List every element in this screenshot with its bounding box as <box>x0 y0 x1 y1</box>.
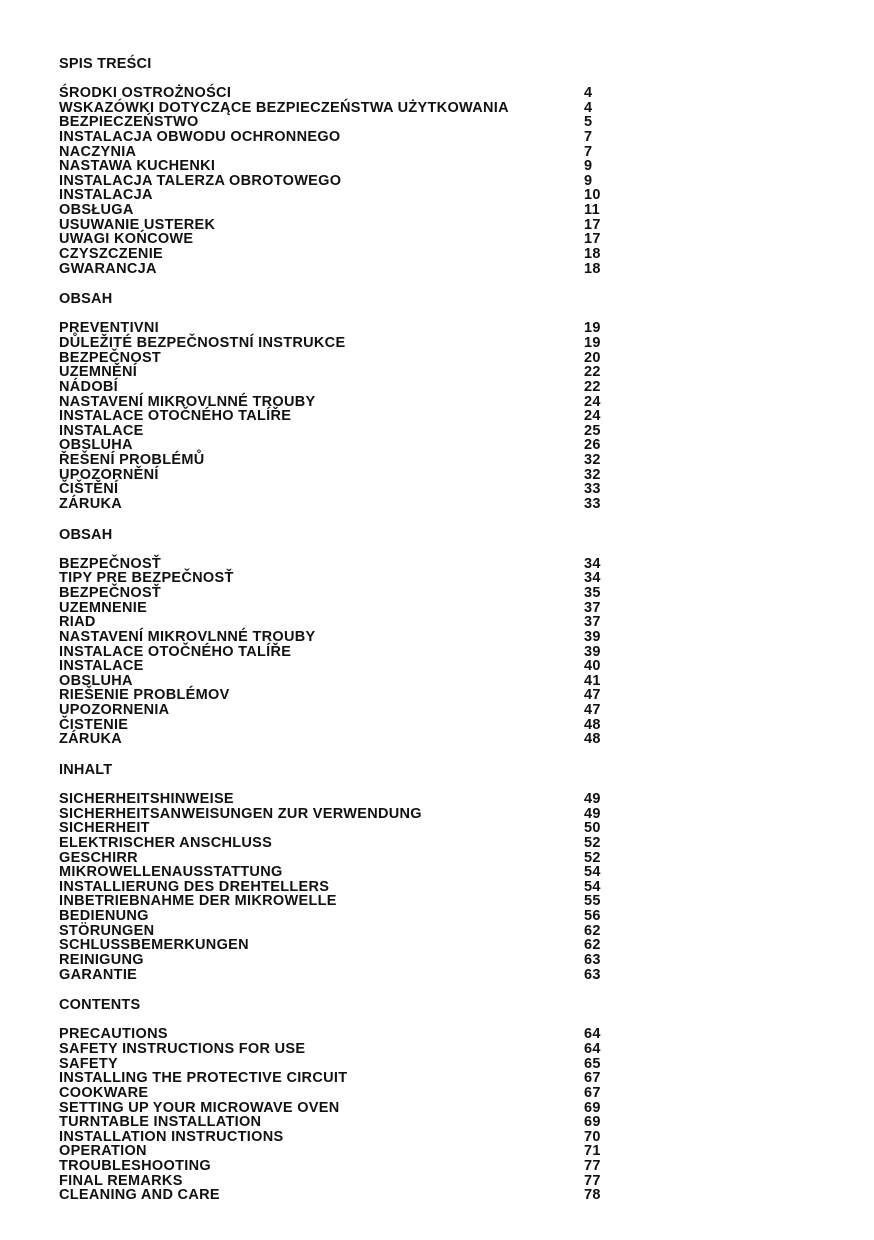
toc-entry-title: MIKROWELLENAUSSTATTUNG <box>59 864 283 881</box>
toc-entry-list <box>59 321 619 511</box>
toc-entry-page-number: 41 <box>584 672 601 689</box>
toc-entry-page-number: 48 <box>584 731 601 748</box>
toc-entry <box>59 232 619 247</box>
toc-entry <box>59 380 619 395</box>
toc-entry <box>59 909 619 924</box>
toc-entry-title: NASTAWA KUCHENKI <box>59 158 216 175</box>
toc-entry <box>59 571 619 586</box>
toc-entry <box>59 203 619 218</box>
toc-entry-page-number: 63 <box>584 952 601 969</box>
toc-entry-title: SETTING UP YOUR MICROWAVE OVEN <box>59 1099 340 1116</box>
toc-entry-page-number: 37 <box>584 614 601 631</box>
toc-entry-page-number: 19 <box>584 334 601 351</box>
section-heading: SPIS TREŚCI <box>59 56 152 72</box>
toc-entry <box>59 924 619 939</box>
toc-entry-title: CZYSZCZENIE <box>59 246 163 263</box>
toc-entry-title: BEZPEČNOSŤ <box>59 555 162 572</box>
toc-entry-title: PRECAUTIONS <box>59 1026 168 1043</box>
toc-entry-page-number: 78 <box>584 1187 601 1204</box>
toc-entry <box>59 718 619 733</box>
section-heading: INHALT <box>59 761 113 778</box>
toc-entry-title: ČIŠTĚNÍ <box>59 481 119 498</box>
toc-entry-page-number: 77 <box>584 1172 601 1189</box>
toc-entry-title: INSTALACJA <box>59 187 153 204</box>
toc-section <box>59 997 619 1203</box>
toc-entry <box>59 836 619 851</box>
toc-entry-page-number: 18 <box>584 246 601 263</box>
toc-entry-page-number: 35 <box>584 584 601 601</box>
toc-entry <box>59 938 619 953</box>
toc-entry-page-number: 67 <box>584 1084 601 1101</box>
toc-entry <box>59 395 619 410</box>
toc-entry-title: RIAD <box>59 614 96 631</box>
toc-entry-title: RIEŠENIE PROBLÉMOV <box>59 687 230 704</box>
toc-entry-title: NASTAVENÍ MIKROVLNNÉ TROUBY <box>59 628 316 645</box>
toc-entry-page-number: 33 <box>584 481 601 498</box>
section-heading: OBSAH <box>59 526 113 543</box>
toc-entry-page-number: 33 <box>584 496 601 513</box>
toc-entry <box>59 880 619 895</box>
toc-entry <box>59 424 619 439</box>
toc-entry-page-number: 65 <box>584 1055 601 1072</box>
toc-entry-page-number: 49 <box>584 790 601 807</box>
toc-entry-title: SAFETY <box>59 1055 118 1072</box>
toc-entry-title: REINIGUNG <box>59 952 144 969</box>
toc-entry-page-number: 64 <box>584 1040 601 1057</box>
toc-entry <box>59 732 619 747</box>
toc-entry <box>59 262 619 277</box>
toc-entry-page-number: 4 <box>584 85 593 101</box>
toc-entry <box>59 865 619 880</box>
toc-entry-page-number: 22 <box>584 364 601 381</box>
toc-entry-title: CLEANING AND CARE <box>59 1187 220 1204</box>
toc-entry <box>59 1057 619 1072</box>
toc-section <box>59 56 619 276</box>
toc-entry-page-number: 39 <box>584 628 601 645</box>
toc-entry <box>59 247 619 262</box>
toc-entry-page-number: 55 <box>584 893 601 910</box>
toc-entry-list <box>59 1027 619 1203</box>
toc-entry-page-number: 7 <box>584 128 593 145</box>
toc-entry-page-number: 24 <box>584 393 601 410</box>
toc-entry-title: PREVENTIVNI <box>59 320 159 337</box>
toc-entry-page-number: 20 <box>584 349 601 366</box>
toc-entry <box>59 336 619 351</box>
toc-entry-page-number: 50 <box>584 820 601 837</box>
toc-entry-title: TROUBLESHOOTING <box>59 1158 211 1175</box>
toc-entry-page-number: 69 <box>584 1114 601 1131</box>
toc-entry <box>59 968 619 983</box>
toc-entry <box>59 586 619 601</box>
toc-entry-title: INSTALACE OTOČNÉHO TALÍŘE <box>59 408 292 425</box>
toc-entry-page-number: 54 <box>584 864 601 881</box>
toc-entry-title: OBSLUHA <box>59 672 133 689</box>
toc-entry-page-number: 24 <box>584 408 601 425</box>
toc-entry-page-number: 22 <box>584 378 601 395</box>
toc-entry-title: BEZPEČNOST <box>59 349 162 366</box>
toc-entry-page-number: 56 <box>584 908 601 925</box>
section-spacer <box>59 512 619 527</box>
toc-entry-page-number: 47 <box>584 702 601 719</box>
toc-entry-page-number: 18 <box>584 260 601 277</box>
toc-entry-title: FINAL REMARKS <box>59 1172 183 1189</box>
toc-entry-page-number: 32 <box>584 466 601 483</box>
toc-entry-page-number: 19 <box>584 320 601 337</box>
toc-entry-page-number: 4 <box>584 99 593 116</box>
toc-entry <box>59 145 619 160</box>
toc-entry <box>59 497 619 512</box>
toc-entry <box>59 1027 619 1042</box>
toc-entry <box>59 894 619 909</box>
toc-entry <box>59 159 619 174</box>
toc-entry-title: ZÁRUKA <box>59 496 123 513</box>
toc-entry-page-number: 48 <box>584 716 601 733</box>
toc-entry-page-number: 77 <box>584 1158 601 1175</box>
toc-entry-list <box>59 792 619 982</box>
toc-entry <box>59 351 619 366</box>
toc-entry-title: ZÁRUKA <box>59 731 123 748</box>
toc-entry <box>59 659 619 674</box>
toc-entry-page-number: 49 <box>584 805 601 822</box>
toc-section <box>59 762 619 982</box>
toc-entry-title: UPOZORNENIA <box>59 702 170 719</box>
toc-entry-page-number: 11 <box>584 202 600 219</box>
toc-entry-title: USUWANIE USTEREK <box>59 216 216 233</box>
toc-entry-title: WSKAZÓWKI DOTYCZĄCE BEZPIECZEŃSTWA UŻYTKOWANIA <box>59 99 509 116</box>
toc-entry-title: TURNTABLE INSTALLATION <box>59 1114 262 1131</box>
toc-entry <box>59 792 619 807</box>
toc-entry-title: ŘEŠENÍ PROBLÉMŮ <box>59 452 205 469</box>
toc-entry <box>59 645 619 660</box>
toc-entry-title: NÁDOBÍ <box>59 378 118 395</box>
toc-entry-title: INBETRIEBNAHME DER MIKROWELLE <box>59 893 337 910</box>
toc-entry-page-number: 67 <box>584 1070 601 1087</box>
toc-entry-title: SCHLUSSBEMERKUNGEN <box>59 937 249 954</box>
toc-entry <box>59 1144 619 1159</box>
toc-entry <box>59 438 619 453</box>
toc-entry-page-number: 17 <box>584 231 601 248</box>
toc-entry <box>59 821 619 836</box>
toc-entry-title: SICHERHEITSHINWEISE <box>59 790 234 807</box>
toc-entry <box>59 601 619 616</box>
toc-entry-title: UWAGI KOŃCOWE <box>59 231 194 248</box>
toc-entry-page-number: 32 <box>584 452 601 469</box>
toc-entry <box>59 174 619 189</box>
toc-entry-title: OBSŁUGA <box>59 202 134 219</box>
toc-entry-title: TIPY PRE BEZPEČNOSŤ <box>59 570 234 587</box>
toc-entry <box>59 86 619 101</box>
toc-entry-title: BEZPEČNOSŤ <box>59 584 162 601</box>
toc-entry <box>59 321 619 336</box>
toc-entry-title: ŚRODKI OSTROŻNOŚCI <box>59 85 232 101</box>
toc-entry <box>59 1159 619 1174</box>
toc-section <box>59 291 619 511</box>
toc-entry-title: BEDIENUNG <box>59 908 149 925</box>
toc-section <box>59 527 619 747</box>
toc-entry <box>59 1188 619 1203</box>
toc-entry-title: NACZYNIA <box>59 143 137 160</box>
toc-entry-page-number: 9 <box>584 158 593 175</box>
toc-entry-page-number: 69 <box>584 1099 601 1116</box>
toc-entry-title: INSTALACE <box>59 422 144 439</box>
toc-entry <box>59 468 619 483</box>
toc-entry-page-number: 34 <box>584 555 601 572</box>
toc-entry-title: ČISTENIE <box>59 716 129 733</box>
toc-entry-title: UZEMNĚNÍ <box>59 364 138 381</box>
toc-entry-page-number: 40 <box>584 658 601 675</box>
toc-entry <box>59 1042 619 1057</box>
toc-entry-title: INSTALLATION INSTRUCTIONS <box>59 1128 284 1145</box>
toc-entry-page-number: 5 <box>584 114 593 131</box>
toc-entry <box>59 453 619 468</box>
toc-entry-title: INSTALACJA OBWODU OCHRONNEGO <box>59 128 341 145</box>
toc-entry-title: BEZPIECZEŃSTWO <box>59 114 199 131</box>
toc-entry-title: STÖRUNGEN <box>59 922 155 939</box>
toc-entry-page-number: 52 <box>584 834 601 851</box>
toc-entry <box>59 1086 619 1101</box>
toc-entry-page-number: 25 <box>584 422 601 439</box>
toc-entry-page-number: 64 <box>584 1026 601 1043</box>
toc-entry <box>59 851 619 866</box>
toc-entry-page-number: 10 <box>584 187 601 204</box>
toc-entry-title: UZEMNENIE <box>59 599 148 616</box>
toc-entry <box>59 1174 619 1189</box>
section-spacer <box>59 982 619 997</box>
toc-entry <box>59 188 619 203</box>
toc-entry-page-number: 9 <box>584 172 593 189</box>
section-spacer <box>59 276 619 291</box>
toc-entry <box>59 365 619 380</box>
toc-entry-title: NASTAVENÍ MIKROVLNNÉ TROUBY <box>59 393 316 410</box>
section-heading: OBSAH <box>59 291 113 308</box>
section-spacer <box>59 747 619 762</box>
toc-entry-title: GESCHIRR <box>59 849 138 866</box>
section-heading: CONTENTS <box>59 997 141 1014</box>
toc-entry-page-number: 7 <box>584 143 593 160</box>
toc-entry-title: INSTALLIERUNG DES DREHTELLERS <box>59 878 330 895</box>
toc-entry <box>59 630 619 645</box>
toc-entry-page-number: 62 <box>584 922 601 939</box>
table-of-contents <box>59 56 619 1203</box>
toc-entry-page-number: 26 <box>584 437 601 454</box>
toc-entry-page-number: 47 <box>584 687 601 704</box>
toc-entry <box>59 115 619 130</box>
toc-entry-title: INSTALLING THE PROTECTIVE CIRCUIT <box>59 1070 348 1087</box>
toc-entry-title: OPERATION <box>59 1143 147 1160</box>
toc-entry-page-number: 54 <box>584 878 601 895</box>
toc-entry <box>59 1071 619 1086</box>
toc-entry <box>59 1101 619 1116</box>
toc-entry-page-number: 39 <box>584 643 601 660</box>
toc-entry-title: DŮLEŽITÉ BEZPEČNOSTNÍ INSTRUKCE <box>59 334 346 351</box>
toc-entry-title: UPOZORNĚNÍ <box>59 466 159 483</box>
toc-entry-title: GWARANCJA <box>59 260 157 277</box>
toc-entry-page-number: 37 <box>584 599 601 616</box>
toc-entry <box>59 409 619 424</box>
toc-entry <box>59 1115 619 1130</box>
toc-entry-page-number: 52 <box>584 849 601 866</box>
toc-entry-page-number: 71 <box>584 1143 601 1160</box>
toc-entry-title: INSTALACJA TALERZA OBROTOWEGO <box>59 172 342 189</box>
toc-entry <box>59 807 619 822</box>
toc-entry-page-number: 70 <box>584 1128 601 1145</box>
toc-entry-title: SICHERHEITSANWEISUNGEN ZUR VERWENDUNG <box>59 805 422 822</box>
toc-entry <box>59 688 619 703</box>
toc-entry-title: INSTALACE OTOČNÉHO TALÍŘE <box>59 643 292 660</box>
toc-entry-page-number: 63 <box>584 966 601 983</box>
toc-entry-page-number: 17 <box>584 216 601 233</box>
toc-entry-title: GARANTIE <box>59 966 138 983</box>
toc-entry-page-number: 62 <box>584 937 601 954</box>
toc-entry <box>59 703 619 718</box>
toc-entry-title: INSTALACE <box>59 658 144 675</box>
toc-entry-title: SAFETY INSTRUCTIONS FOR USE <box>59 1040 306 1057</box>
toc-entry-page-number: 34 <box>584 570 601 587</box>
toc-entry-title: SICHERHEIT <box>59 820 150 837</box>
toc-entry-title: COOKWARE <box>59 1084 149 1101</box>
toc-entry <box>59 615 619 630</box>
toc-entry <box>59 130 619 145</box>
toc-entry <box>59 482 619 497</box>
toc-entry-list <box>59 557 619 747</box>
toc-entry-title: OBSLUHA <box>59 437 133 454</box>
toc-entry-title: ELEKTRISCHER ANSCHLUSS <box>59 834 273 851</box>
toc-entry <box>59 953 619 968</box>
toc-entry-list <box>59 86 619 276</box>
toc-entry <box>59 1130 619 1145</box>
